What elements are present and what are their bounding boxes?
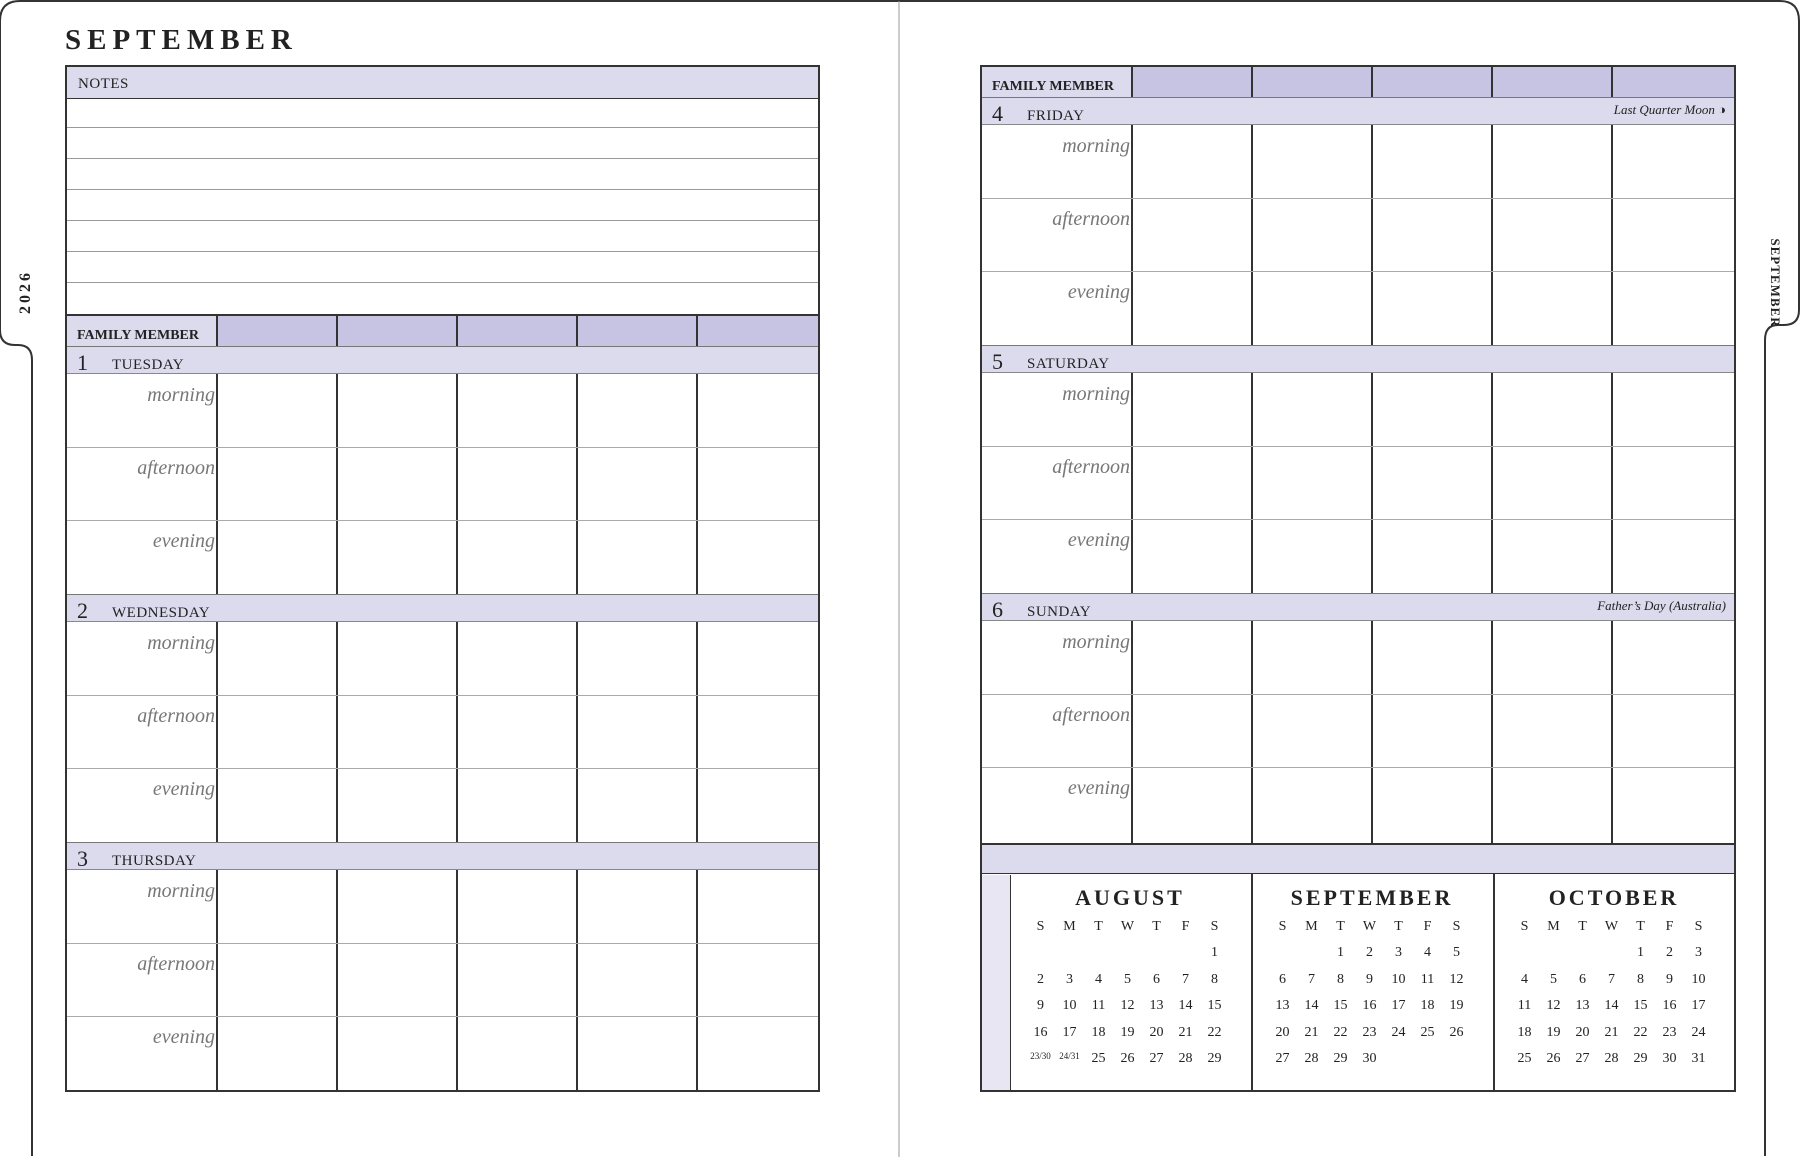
schedule-cell[interactable] bbox=[1373, 447, 1490, 518]
schedule-cell[interactable] bbox=[218, 696, 335, 767]
weekday-label: S bbox=[1278, 919, 1287, 934]
slot-label-morning: morning bbox=[147, 880, 215, 902]
calendar-date[interactable]: 20 bbox=[1275, 1024, 1290, 1040]
calendar-date[interactable]: 29 bbox=[1207, 1051, 1222, 1066]
calendar-date[interactable]: 19 bbox=[1449, 998, 1464, 1013]
day-header-tuesday bbox=[67, 346, 818, 374]
schedule-cell[interactable] bbox=[698, 623, 817, 694]
schedule-cell[interactable] bbox=[1253, 272, 1370, 343]
schedule-cell[interactable] bbox=[578, 1017, 695, 1088]
mini-calendars-box bbox=[980, 843, 1736, 1092]
schedule-cell[interactable] bbox=[458, 448, 575, 519]
day-name: FRIDAY bbox=[1027, 108, 1085, 124]
day-header-friday bbox=[982, 97, 1734, 125]
calendar-date[interactable]: 15 bbox=[1333, 998, 1348, 1013]
calendar-date[interactable]: 16 bbox=[1033, 1024, 1048, 1040]
weekday-label: T bbox=[1394, 919, 1403, 934]
calendar-date[interactable]: 9 bbox=[1037, 998, 1044, 1013]
schedule-cell[interactable] bbox=[1253, 768, 1370, 839]
schedule-cell[interactable] bbox=[1373, 126, 1490, 197]
schedule-cell[interactable] bbox=[698, 696, 817, 767]
day-event-note: Last Quarter Moon ◑ bbox=[1613, 102, 1726, 117]
schedule-cell[interactable] bbox=[1613, 447, 1732, 518]
schedule-cell[interactable] bbox=[1253, 622, 1370, 693]
notes-box bbox=[65, 65, 820, 317]
note-line bbox=[67, 189, 818, 190]
schedule-cell[interactable] bbox=[1253, 520, 1370, 591]
calendar-date[interactable]: 23 bbox=[1362, 1024, 1377, 1040]
slot-label-evening: evening bbox=[152, 778, 215, 800]
calendar-date[interactable]: 20 bbox=[1149, 1024, 1164, 1040]
calendar-date[interactable]: 1 bbox=[1637, 945, 1644, 960]
calendar-date[interactable]: 3 bbox=[1066, 971, 1073, 987]
schedule-cell[interactable] bbox=[338, 769, 455, 840]
weekday-label: S bbox=[1520, 919, 1529, 934]
calendar-date[interactable]: 8 bbox=[1337, 971, 1344, 987]
calendar-date[interactable]: 28 bbox=[1604, 1051, 1619, 1066]
calendar-date[interactable]: 5 bbox=[1550, 971, 1557, 987]
calendar-date[interactable]: 18 bbox=[1420, 998, 1435, 1013]
calendar-date[interactable]: 13 bbox=[1149, 998, 1164, 1013]
schedule-cell[interactable] bbox=[1493, 622, 1610, 693]
calendar-date[interactable]: 2 bbox=[1666, 945, 1673, 960]
weekday-label: M bbox=[1547, 919, 1560, 934]
schedule-cell[interactable] bbox=[338, 448, 455, 519]
calendar-date[interactable]: 6 bbox=[1279, 971, 1286, 987]
schedule-cell[interactable] bbox=[1493, 272, 1610, 343]
calendar-date[interactable]: 1 bbox=[1211, 945, 1218, 960]
calendar-date[interactable]: 2 bbox=[1366, 945, 1373, 960]
schedule-cell[interactable] bbox=[698, 375, 817, 446]
calendar-date[interactable]: 23/30 bbox=[1030, 1051, 1051, 1061]
weekday-label: W bbox=[1120, 919, 1135, 934]
calendar-date[interactable]: 24/31 bbox=[1059, 1051, 1080, 1061]
calendar-date[interactable]: 28 bbox=[1304, 1051, 1319, 1066]
calendar-date[interactable]: 12 bbox=[1449, 971, 1464, 987]
weekday-label: T bbox=[1636, 919, 1645, 934]
day-number: 2 bbox=[77, 598, 88, 623]
calendar-date[interactable]: 13 bbox=[1275, 998, 1290, 1013]
schedule-cell[interactable] bbox=[218, 1017, 335, 1088]
schedule-cell[interactable] bbox=[578, 521, 695, 592]
slot-label-afternoon: afternoon bbox=[1052, 704, 1130, 726]
schedule-cell[interactable] bbox=[1133, 447, 1250, 518]
calendar-date[interactable]: 22 bbox=[1633, 1024, 1648, 1040]
schedule-cell[interactable] bbox=[1253, 695, 1370, 766]
schedule-cell[interactable] bbox=[338, 1017, 455, 1088]
schedule-cell[interactable] bbox=[1253, 374, 1370, 445]
calendar-date[interactable]: 14 bbox=[1304, 998, 1319, 1013]
schedule-cell[interactable] bbox=[1253, 126, 1370, 197]
slot-label-evening: evening bbox=[1067, 281, 1130, 303]
weekday-label: M bbox=[1063, 919, 1076, 934]
calendar-date[interactable]: 18 bbox=[1517, 1024, 1532, 1040]
schedule-cell[interactable] bbox=[1613, 272, 1732, 343]
slot-label-evening: evening bbox=[152, 1026, 215, 1048]
schedule-cell[interactable] bbox=[1253, 199, 1370, 270]
mini-calendar-october bbox=[1494, 885, 1734, 1085]
schedule-cell[interactable] bbox=[218, 375, 335, 446]
schedule-cell[interactable] bbox=[1613, 520, 1732, 591]
calendar-date[interactable]: 14 bbox=[1604, 998, 1619, 1013]
calendar-date[interactable]: 19 bbox=[1546, 1024, 1561, 1040]
mini-calendar-title: OCTOBER bbox=[1548, 885, 1680, 910]
calendar-date[interactable]: 6 bbox=[1579, 971, 1586, 987]
schedule-cell[interactable] bbox=[698, 448, 817, 519]
calendar-date[interactable]: 24 bbox=[1391, 1024, 1406, 1040]
note-line bbox=[67, 251, 818, 252]
schedule-cell[interactable] bbox=[458, 375, 575, 446]
weekday-label: F bbox=[1665, 919, 1674, 934]
calendar-date[interactable]: 16 bbox=[1662, 998, 1677, 1013]
schedule-cell[interactable] bbox=[1493, 695, 1610, 766]
schedule-cell[interactable] bbox=[1373, 622, 1490, 693]
slot-label-evening: evening bbox=[1067, 529, 1130, 551]
schedule-cell[interactable] bbox=[458, 521, 575, 592]
schedule-cell[interactable] bbox=[578, 944, 695, 1015]
slot-label-afternoon: afternoon bbox=[137, 457, 215, 479]
weekday-label: T bbox=[1094, 919, 1103, 934]
calendar-side-band bbox=[982, 875, 1011, 1090]
schedule-cell[interactable] bbox=[218, 944, 335, 1015]
schedule-cell[interactable] bbox=[1133, 695, 1250, 766]
calendar-date[interactable]: 1 bbox=[1337, 945, 1344, 960]
weekday-label: S bbox=[1694, 919, 1703, 934]
calendar-date[interactable]: 27 bbox=[1149, 1051, 1164, 1066]
calendar-date[interactable]: 28 bbox=[1178, 1051, 1193, 1066]
schedule-cell[interactable] bbox=[218, 623, 335, 694]
weekday-label: S bbox=[1210, 919, 1219, 934]
calendar-date[interactable]: 31 bbox=[1691, 1051, 1706, 1066]
calendar-date[interactable]: 9 bbox=[1366, 971, 1373, 987]
calendar-header-band bbox=[982, 845, 1734, 874]
schedule-cell[interactable] bbox=[1493, 199, 1610, 270]
calendar-date[interactable]: 9 bbox=[1666, 971, 1673, 987]
family-member-label: FAMILY MEMBER bbox=[67, 316, 217, 346]
calendar-date[interactable]: 7 bbox=[1608, 971, 1615, 987]
calendar-date[interactable]: 29 bbox=[1333, 1051, 1348, 1066]
schedule-cell[interactable] bbox=[338, 521, 455, 592]
slot-label-afternoon: afternoon bbox=[137, 705, 215, 727]
schedule-cell[interactable] bbox=[1133, 126, 1250, 197]
calendar-date[interactable]: 10 bbox=[1391, 971, 1406, 987]
calendar-date[interactable]: 17 bbox=[1062, 1024, 1077, 1040]
calendar-date[interactable]: 29 bbox=[1633, 1051, 1648, 1066]
right-schedule-grid bbox=[980, 65, 1736, 845]
calendar-date[interactable]: 11 bbox=[1420, 971, 1435, 987]
schedule-cell[interactable] bbox=[338, 871, 455, 942]
calendar-date[interactable]: 25 bbox=[1517, 1051, 1532, 1066]
schedule-cell[interactable] bbox=[698, 1017, 817, 1088]
year-tab[interactable]: 2026 bbox=[17, 270, 34, 314]
schedule-cell[interactable] bbox=[1613, 695, 1732, 766]
weekday-label: M bbox=[1305, 919, 1318, 934]
schedule-cell[interactable] bbox=[218, 769, 335, 840]
day-name: SUNDAY bbox=[1027, 604, 1092, 620]
day-name: THURSDAY bbox=[112, 853, 197, 869]
schedule-cell[interactable] bbox=[458, 696, 575, 767]
schedule-cell[interactable] bbox=[338, 944, 455, 1015]
calendar-date[interactable]: 26 bbox=[1449, 1024, 1464, 1040]
calendar-date[interactable]: 3 bbox=[1695, 945, 1702, 960]
family-member-label: FAMILY MEMBER bbox=[982, 67, 1132, 97]
calendar-date[interactable]: 14 bbox=[1178, 998, 1193, 1013]
weekday-label: S bbox=[1452, 919, 1461, 934]
schedule-cell[interactable] bbox=[698, 769, 817, 840]
calendar-date[interactable]: 10 bbox=[1691, 971, 1706, 987]
schedule-cell[interactable] bbox=[1373, 520, 1490, 591]
mini-calendar-title: SEPTEMBER bbox=[1290, 885, 1454, 910]
day-name: SATURDAY bbox=[1027, 356, 1110, 372]
calendar-date[interactable]: 26 bbox=[1120, 1051, 1135, 1066]
calendar-date[interactable]: 12 bbox=[1120, 998, 1135, 1013]
schedule-cell[interactable] bbox=[1493, 126, 1610, 197]
calendar-date[interactable]: 21 bbox=[1604, 1024, 1619, 1040]
calendar-date[interactable]: 17 bbox=[1691, 998, 1706, 1013]
schedule-cell[interactable] bbox=[1613, 768, 1732, 839]
mini-calendar-september bbox=[1252, 885, 1492, 1085]
schedule-cell[interactable] bbox=[218, 871, 335, 942]
day-number: 6 bbox=[992, 597, 1003, 622]
day-number: 4 bbox=[992, 101, 1003, 126]
schedule-cell[interactable] bbox=[338, 623, 455, 694]
schedule-cell[interactable] bbox=[1133, 768, 1250, 839]
calendar-date[interactable]: 4 bbox=[1521, 971, 1528, 987]
calendar-date[interactable]: 19 bbox=[1120, 1024, 1135, 1040]
schedule-cell[interactable] bbox=[698, 871, 817, 942]
calendar-date[interactable]: 6 bbox=[1153, 971, 1160, 987]
calendar-date[interactable]: 25 bbox=[1420, 1024, 1435, 1040]
day-header-thursday bbox=[67, 842, 818, 870]
calendar-date[interactable]: 17 bbox=[1391, 998, 1406, 1013]
calendar-date[interactable]: 24 bbox=[1691, 1024, 1706, 1040]
schedule-cell[interactable] bbox=[578, 623, 695, 694]
calendar-date[interactable]: 18 bbox=[1091, 1024, 1106, 1040]
schedule-cell[interactable] bbox=[338, 375, 455, 446]
calendar-date[interactable]: 3 bbox=[1395, 945, 1402, 960]
mini-calendar-august bbox=[1010, 885, 1250, 1085]
schedule-cell[interactable] bbox=[698, 944, 817, 1015]
day-header-wednesday bbox=[67, 594, 818, 622]
schedule-cell[interactable] bbox=[1373, 695, 1490, 766]
schedule-cell[interactable] bbox=[1133, 520, 1250, 591]
slot-label-afternoon: afternoon bbox=[1052, 456, 1130, 478]
calendar-date[interactable]: 23 bbox=[1662, 1024, 1677, 1040]
schedule-cell[interactable] bbox=[578, 375, 695, 446]
day-number: 1 bbox=[77, 350, 88, 375]
calendar-date[interactable]: 13 bbox=[1575, 998, 1590, 1013]
schedule-cell[interactable] bbox=[1493, 374, 1610, 445]
calendar-date[interactable]: 26 bbox=[1546, 1051, 1561, 1066]
calendar-date[interactable]: 4 bbox=[1424, 945, 1431, 960]
calendar-date[interactable]: 15 bbox=[1207, 998, 1222, 1013]
day-header-saturday bbox=[982, 345, 1734, 373]
slot-label-morning: morning bbox=[147, 632, 215, 654]
schedule-cell[interactable] bbox=[698, 521, 817, 592]
month-tab[interactable]: SEPTEMBER bbox=[1768, 238, 1783, 328]
slot-label-morning: morning bbox=[147, 384, 215, 406]
note-line bbox=[67, 127, 818, 128]
weekday-label: F bbox=[1423, 919, 1432, 934]
schedule-cell[interactable] bbox=[1133, 199, 1250, 270]
schedule-cell[interactable] bbox=[1253, 447, 1370, 518]
weekday-label: T bbox=[1578, 919, 1587, 934]
notes-label: NOTES bbox=[67, 67, 818, 99]
calendar-date[interactable]: 21 bbox=[1178, 1024, 1193, 1040]
slot-label-morning: morning bbox=[1062, 631, 1130, 653]
weekday-label: T bbox=[1152, 919, 1161, 934]
calendar-date[interactable]: 4 bbox=[1095, 971, 1102, 987]
calendar-date[interactable]: 7 bbox=[1182, 971, 1189, 987]
schedule-cell[interactable] bbox=[1493, 520, 1610, 591]
schedule-cell[interactable] bbox=[458, 769, 575, 840]
schedule-cell[interactable] bbox=[578, 696, 695, 767]
day-name: TUESDAY bbox=[112, 357, 185, 373]
calendar-date[interactable]: 11 bbox=[1091, 998, 1106, 1013]
schedule-cell[interactable] bbox=[458, 944, 575, 1015]
slot-label-morning: morning bbox=[1062, 135, 1130, 157]
day-number: 3 bbox=[77, 846, 88, 871]
schedule-cell[interactable] bbox=[1613, 622, 1732, 693]
calendar-date[interactable]: 7 bbox=[1308, 971, 1315, 987]
schedule-cell[interactable] bbox=[1493, 768, 1610, 839]
calendar-date[interactable]: 5 bbox=[1124, 971, 1131, 987]
weekday-label: W bbox=[1604, 919, 1619, 934]
schedule-cell[interactable] bbox=[218, 521, 335, 592]
calendar-date[interactable]: 2 bbox=[1037, 971, 1044, 987]
calendar-date[interactable]: 30 bbox=[1362, 1051, 1377, 1066]
calendar-date[interactable]: 16 bbox=[1362, 998, 1377, 1013]
slot-label-evening: evening bbox=[152, 530, 215, 552]
left-schedule-grid bbox=[65, 314, 820, 1092]
day-event-note: Father’s Day (Australia) bbox=[1597, 598, 1726, 613]
weekday-label: S bbox=[1036, 919, 1045, 934]
calendar-date[interactable]: 8 bbox=[1211, 971, 1218, 987]
schedule-cell[interactable] bbox=[1493, 447, 1610, 518]
calendar-date[interactable]: 8 bbox=[1637, 971, 1644, 987]
schedule-cell[interactable] bbox=[338, 696, 455, 767]
weekday-label: T bbox=[1336, 919, 1345, 934]
schedule-cell[interactable] bbox=[1133, 272, 1250, 343]
schedule-cell[interactable] bbox=[1613, 374, 1732, 445]
note-line bbox=[67, 282, 818, 283]
calendar-date[interactable]: 15 bbox=[1633, 998, 1648, 1013]
schedule-cell[interactable] bbox=[458, 1017, 575, 1088]
schedule-cell[interactable] bbox=[1373, 272, 1490, 343]
schedule-cell[interactable] bbox=[1133, 374, 1250, 445]
calendar-date[interactable]: 12 bbox=[1546, 998, 1561, 1013]
mini-calendar-title: AUGUST bbox=[1075, 885, 1185, 910]
schedule-cell[interactable] bbox=[578, 871, 695, 942]
slot-label-morning: morning bbox=[1062, 383, 1130, 405]
calendar-date[interactable]: 27 bbox=[1275, 1051, 1290, 1066]
schedule-cell[interactable] bbox=[218, 448, 335, 519]
weekday-label: W bbox=[1362, 919, 1377, 934]
calendar-date[interactable]: 22 bbox=[1207, 1024, 1222, 1040]
schedule-cell[interactable] bbox=[458, 871, 575, 942]
schedule-cell[interactable] bbox=[1613, 126, 1732, 197]
schedule-cell[interactable] bbox=[578, 769, 695, 840]
schedule-cell[interactable] bbox=[578, 448, 695, 519]
calendar-date[interactable]: 20 bbox=[1575, 1024, 1590, 1040]
schedule-cell[interactable] bbox=[458, 623, 575, 694]
slot-label-evening: evening bbox=[1067, 777, 1130, 799]
weekday-label: F bbox=[1181, 919, 1190, 934]
calendar-date[interactable]: 11 bbox=[1517, 998, 1532, 1013]
note-line bbox=[67, 220, 818, 221]
schedule-cell[interactable] bbox=[1373, 374, 1490, 445]
calendar-date[interactable]: 25 bbox=[1091, 1051, 1106, 1066]
day-number: 5 bbox=[992, 349, 1003, 374]
page-month-title: SEPTEMBER bbox=[65, 24, 298, 56]
day-header-sunday bbox=[982, 593, 1734, 621]
calendar-date[interactable]: 10 bbox=[1062, 998, 1077, 1013]
note-line bbox=[67, 158, 818, 159]
schedule-cell[interactable] bbox=[1613, 199, 1732, 270]
slot-label-afternoon: afternoon bbox=[137, 953, 215, 975]
calendar-date[interactable]: 27 bbox=[1575, 1051, 1590, 1066]
calendar-date[interactable]: 21 bbox=[1304, 1024, 1319, 1040]
day-name: WEDNESDAY bbox=[112, 605, 211, 621]
schedule-cell[interactable] bbox=[1373, 768, 1490, 839]
calendar-date[interactable]: 22 bbox=[1333, 1024, 1348, 1040]
calendar-date[interactable]: 5 bbox=[1453, 945, 1460, 960]
slot-label-afternoon: afternoon bbox=[1052, 208, 1130, 230]
schedule-cell[interactable] bbox=[1133, 622, 1250, 693]
schedule-cell[interactable] bbox=[1373, 199, 1490, 270]
calendar-date[interactable]: 30 bbox=[1662, 1051, 1677, 1066]
